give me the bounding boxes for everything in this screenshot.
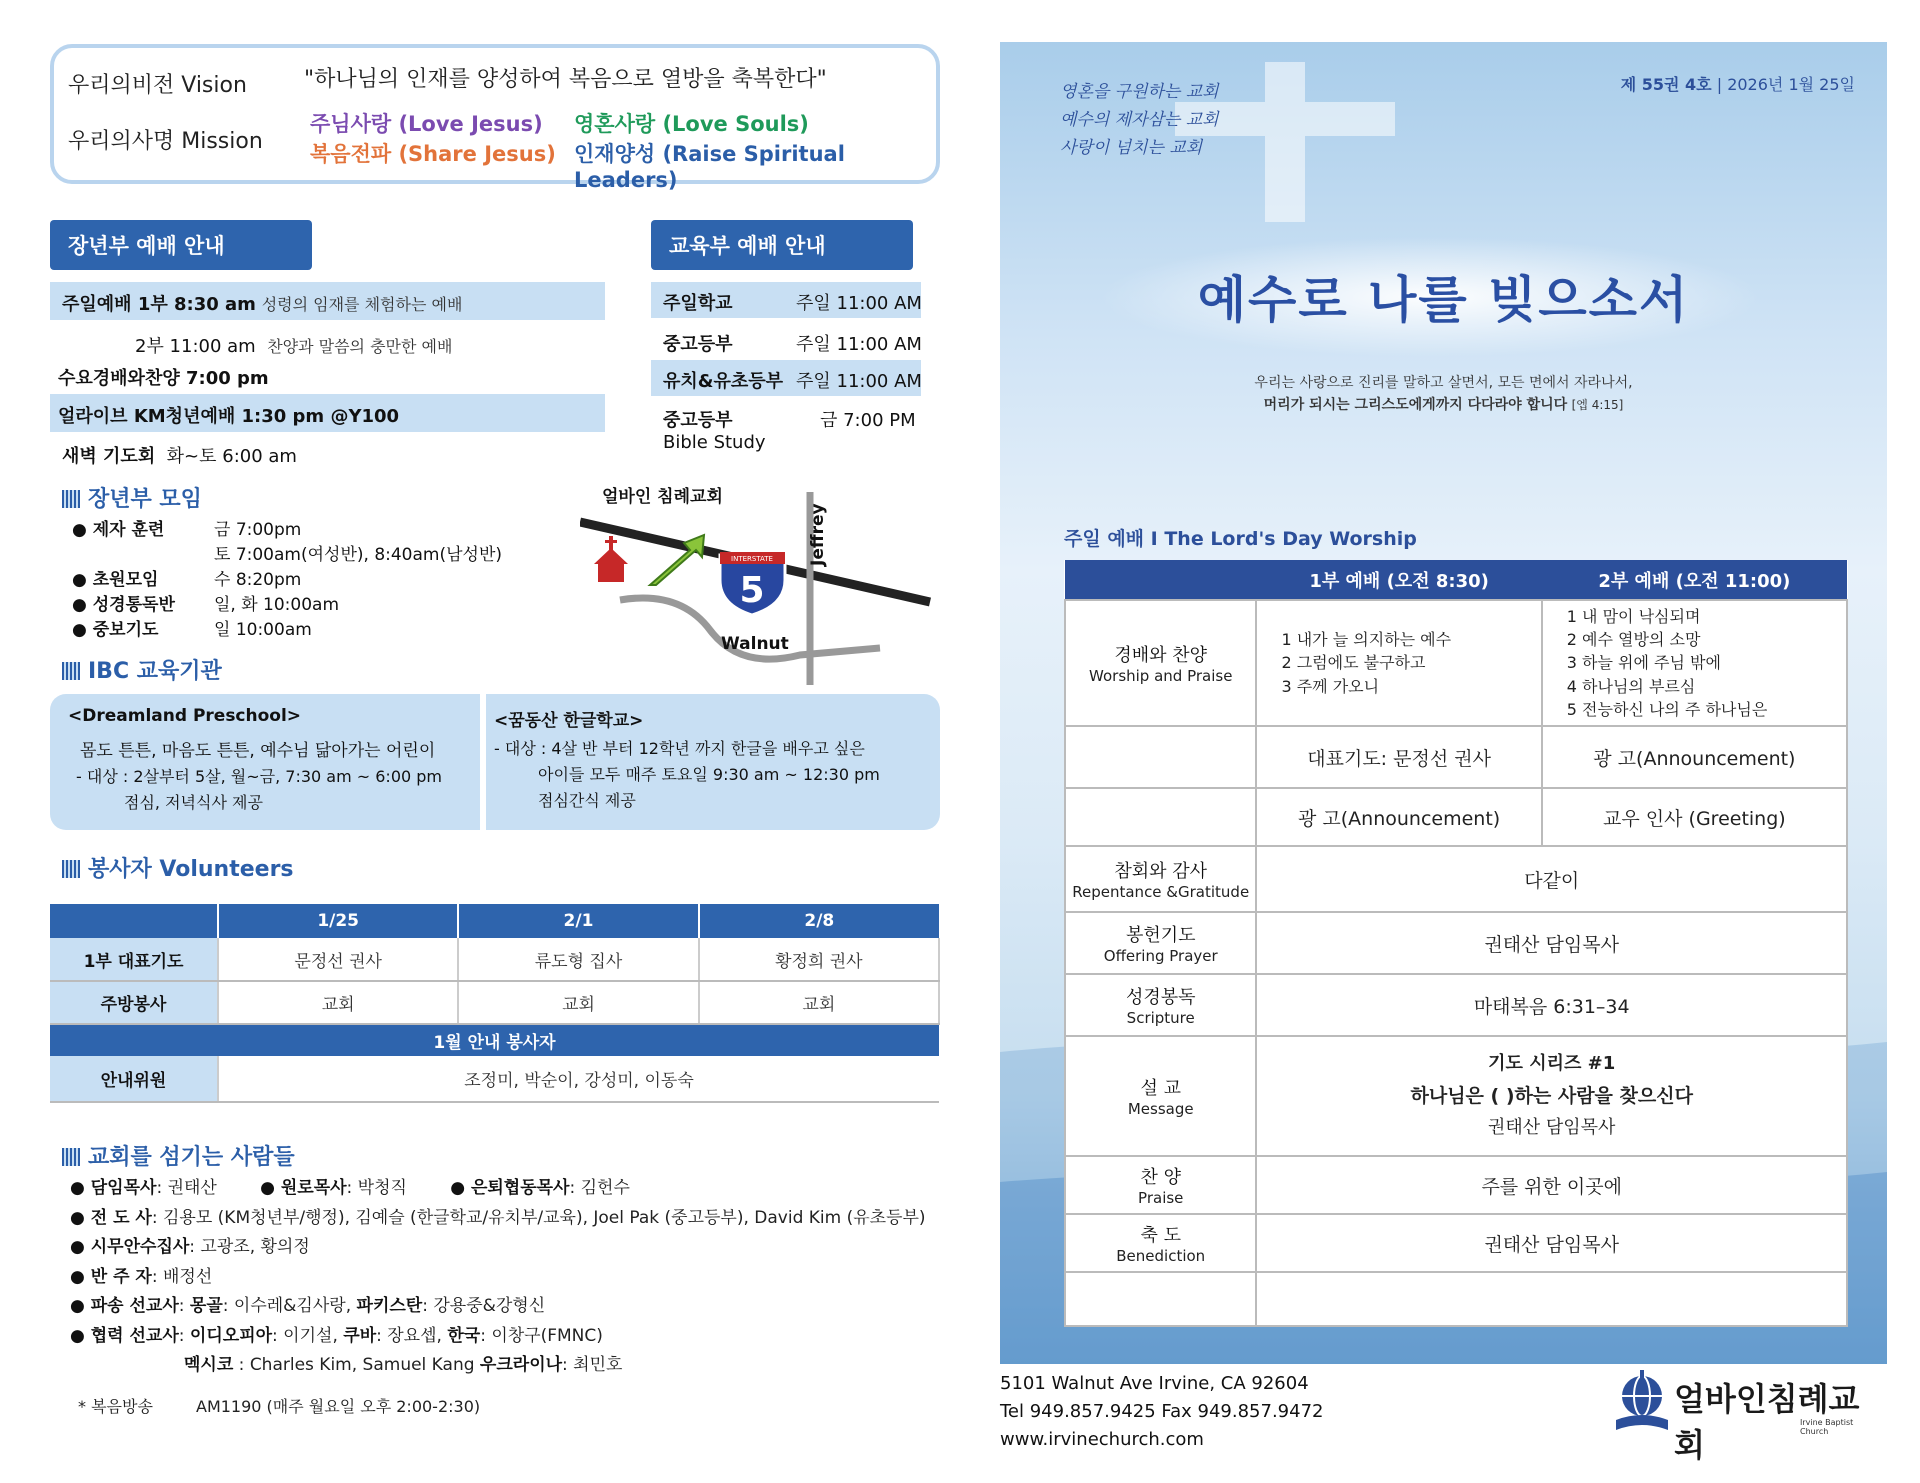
korean-school-title: <꿈동산 한글학교>: [494, 711, 644, 731]
usher-role: 안내위원: [50, 1056, 218, 1102]
label-ko: 참회와 감사: [1114, 861, 1208, 882]
praise-label-en: Worship and Praise: [1089, 667, 1233, 685]
label-ko: 봉헌기도: [1125, 925, 1196, 946]
bible-study-label: Bible Study: [663, 432, 766, 453]
motto-line: 영혼을 구원하는 교회: [1060, 82, 1219, 102]
vol-cell: 교회: [218, 981, 458, 1024]
first-announcement: 광 고(Announcement): [1256, 788, 1541, 846]
staff-region: 우크라이나: [479, 1355, 563, 1375]
staff-line: [70, 1233, 950, 1263]
staff-line: [70, 1204, 950, 1234]
meeting-name: ● 초원모임: [72, 570, 159, 590]
website-link[interactable]: www.irvinechurch.com: [1000, 1429, 1204, 1450]
address: 5101 Walnut Ave Irvine, CA 92604: [1000, 1373, 1309, 1394]
meeting-name: ● 성경통독반: [72, 595, 175, 615]
sermon-cell: [1256, 1036, 1847, 1156]
meeting-time: 수 8:20pm: [214, 570, 302, 590]
staff-region: 파키스탄: [356, 1296, 423, 1316]
staff-role: ● 은퇴협동목사: [450, 1178, 570, 1198]
staff-names: : 최민호: [562, 1355, 623, 1375]
walnut-label: Walnut: [721, 634, 789, 654]
mission-label: 우리의사명 Mission: [68, 129, 263, 154]
worship-order-table: [1064, 560, 1848, 1327]
staff-names: :: [178, 1325, 190, 1346]
order-heading: 주일 예배 I The Lord's Day Worship: [1064, 528, 1417, 550]
vision-label: 우리의비전 Vision: [68, 73, 247, 98]
first-service-songs: [1256, 600, 1541, 726]
motto-line: 예수의 제자삼는 교회: [1060, 110, 1219, 130]
korean-school-line1: - 대상 : 4살 반 부터 12학년 까지 한글을 배우고 싶은: [494, 739, 865, 758]
staff-region: 멕시코: [184, 1355, 234, 1375]
preschool-line1: 몸도 튼튼, 마음도 튼튼, 예수님 닮아가는 어린이: [80, 741, 436, 761]
staff-names: : 이창구(FMNC): [480, 1325, 603, 1346]
church-logo: [1614, 1368, 1884, 1464]
dawn-prayer-time: 화~토 6:00 am: [166, 446, 297, 467]
preschool-title: <Dreamland Preschool>: [68, 706, 302, 726]
ibc-heading: [62, 654, 222, 685]
scripture-value: 마태복음 6:31–34: [1256, 974, 1847, 1036]
song: 2 그럼에도 불구하고: [1281, 653, 1426, 673]
motto: [1060, 78, 1219, 162]
vol-date: 1/25: [218, 904, 458, 938]
mission-raise-leaders: 인재양성 (Raise Spiritual Leaders): [574, 142, 845, 192]
song: 1 내가 늘 의지하는 예수: [1281, 630, 1452, 650]
second-announcement: 광 고(Announcement): [1542, 726, 1847, 788]
label-en: Repentance &Gratitude: [1072, 883, 1250, 901]
korean-school-line2: 아이들 모두 매주 토요일 9:30 am ~ 12:30 pm: [538, 765, 880, 784]
meetings-times: [214, 518, 502, 643]
song: 1 내 맘이 낙심되며: [1566, 607, 1701, 627]
meetings-heading-text: 장년부 모임: [88, 487, 202, 512]
map-church-label: 얼바인 침례교회: [602, 487, 723, 507]
church-map: [580, 480, 940, 700]
sermon-label: [1065, 1036, 1256, 1156]
staff-role: ● 원로목사: [260, 1178, 347, 1198]
staff-names: :: [178, 1296, 190, 1316]
vision-quote: "하나님의 인재를 양성하여 복음으로 열방을 축복한다": [304, 67, 827, 92]
empty-label: [1065, 788, 1256, 846]
preschool-line3: 점심, 저녁식사 제공: [124, 793, 263, 812]
vol-cell: 교회: [458, 981, 698, 1024]
empty-label: [1065, 1272, 1256, 1326]
meeting-name: ● 제자 훈련: [72, 520, 165, 540]
worship-1-title: 주일예배 1부 8:30 am: [62, 294, 256, 315]
worship-2-desc: 찬양과 말씀의 충만한 예배: [267, 337, 453, 356]
song: 3 주께 가오니: [1281, 676, 1380, 696]
label-en: Message: [1127, 1100, 1194, 1118]
preschool-line2: - 대상 : 2살부터 5살, 월~금, 7:30 am ~ 6:00 pm: [76, 767, 443, 786]
first-prayer: 대표기도: 문정선 권사: [1256, 726, 1541, 788]
vision-mission-box: [50, 44, 940, 192]
issue-number: 제 55권 4호: [1620, 75, 1712, 94]
sermon-preacher: 권태산 담임목사: [1488, 1117, 1616, 1138]
offering-value: 권태산 담임목사: [1256, 912, 1847, 974]
wednesday-worship: 수요경배와찬양 7:00 pm: [58, 368, 269, 389]
volunteers-table: [50, 904, 940, 1103]
empty-label: [1065, 726, 1256, 788]
youth-group: 중고등부: [663, 334, 733, 355]
label-ko: 찬 양: [1140, 1167, 1181, 1188]
cover-verse: [1000, 372, 1887, 416]
vol-role: 주방봉사: [50, 981, 218, 1024]
church-contact: [1000, 1370, 1324, 1454]
staff-role: ● 파송 선교사: [70, 1296, 179, 1316]
meeting-name: ● 중보기도: [72, 620, 159, 640]
square-icon: [62, 1148, 80, 1166]
jeffrey-label: Jeffrey: [808, 503, 828, 566]
staff-role: ● 담임목사: [70, 1178, 157, 1198]
staff-names: : 배정선: [151, 1266, 213, 1287]
staff-line: [70, 1263, 950, 1293]
church-icon: [594, 536, 628, 582]
meeting-time: 일, 화 10:00am: [214, 595, 340, 615]
alive-km-worship: 얼라이브 KM청년예배 1:30 pm @Y100: [58, 406, 400, 427]
logo-name: 얼바인침례교회: [1674, 1380, 1860, 1464]
staff-names: : 김용모 (KM청년부/행정), 김예슬 (한글학교/유치부/교육), Joel Pak (중고등부), David Kim (유초등부): [151, 1207, 926, 1228]
shield-number: 5: [739, 570, 765, 611]
sermon-title: 하나님은 ( )하는 사람을 찾으신다: [1410, 1085, 1693, 1107]
vol-date: 2/1: [458, 904, 698, 938]
meetings-heading: [62, 482, 202, 513]
staff-line: [70, 1351, 950, 1381]
staff-line: [70, 1322, 950, 1352]
kids-group-time: 주일 11:00 AM: [796, 371, 922, 392]
issue-info: 제 55권 4호 | 2026년 1월 25일: [1620, 75, 1855, 94]
label-ko: 설 교: [1140, 1078, 1181, 1099]
praise-song-value: 주를 위한 이곳에: [1256, 1156, 1847, 1214]
sermon-series: 기도 시리즈 #1: [1488, 1053, 1616, 1074]
staff-role: ● 반 주 자: [70, 1266, 152, 1287]
label-en: Scripture: [1126, 1009, 1195, 1027]
song: 5 전능하신 나의 주 하나님은: [1566, 699, 1768, 719]
staff-role: ● 전 도 사: [70, 1207, 152, 1228]
logo-subtitle: Irvine Baptist Church: [1800, 1418, 1854, 1436]
staff-names: : 권태산: [156, 1178, 217, 1198]
vol-cell: 문정선 권사: [218, 938, 458, 981]
edu-worship-heading: 교육부 예배 안내: [651, 220, 913, 270]
adult-worship-heading: 장년부 예배 안내: [50, 220, 312, 270]
meeting-name: [72, 543, 175, 568]
youth-bible-study: 중고등부: [663, 410, 733, 431]
staff-region: 쿠바: [343, 1325, 377, 1346]
meeting-time: 토 7:00am(여성반), 8:40am(남성반): [214, 545, 503, 565]
volunteers-heading: [62, 852, 294, 883]
praise-label-ko: 경배와 찬양: [1114, 645, 1208, 666]
vol-cell: 황정희 권사: [699, 938, 939, 981]
song: 3 하늘 위에 주님 밖에: [1566, 653, 1721, 673]
sunday-school-time: 주일 11:00 AM: [796, 293, 922, 314]
label-en: Offering Prayer: [1103, 947, 1218, 965]
label-ko: 축 도: [1140, 1225, 1181, 1246]
benediction-label: [1065, 1214, 1256, 1272]
staff-heading-text: 교회를 섬기는 사람들: [88, 1145, 295, 1170]
meeting-time: 일 10:00am: [214, 620, 312, 640]
vol-cell: 류도형 집사: [458, 938, 698, 981]
first-service-header: 1부 예배 (오전 8:30): [1256, 560, 1541, 600]
meeting-time: 금 7:00pm: [214, 520, 302, 540]
repentance-value: 다같이: [1256, 846, 1847, 912]
staff-names: : 이기설,: [272, 1325, 344, 1346]
bible-study-time: 금 7:00 PM: [820, 410, 916, 431]
cover-page: [1000, 42, 1887, 1364]
motto-line: 사랑이 넘치는 교회: [1060, 138, 1203, 158]
verse-ref: [엡 4:15]: [1571, 398, 1624, 412]
staff-names: : 장요셉,: [376, 1325, 448, 1346]
mission-love-souls: 영혼사랑 (Love Souls): [574, 112, 809, 136]
staff-names: : Charles Kim, Samuel Kang: [233, 1355, 480, 1375]
broadcast-label: * 복음방송: [78, 1397, 153, 1416]
vol-cell: 교회: [699, 981, 939, 1024]
staff-names: : 이수레&김사랑,: [222, 1296, 357, 1316]
staff-names: : 김헌수: [569, 1178, 630, 1198]
square-icon: [62, 662, 80, 680]
staff-role: ● 시무안수집사: [70, 1237, 190, 1257]
song: 2 예수 열방의 소망: [1566, 630, 1701, 650]
ibc-divider: [480, 694, 486, 830]
worship-2-title: 2부 11:00 am: [135, 336, 256, 357]
benediction-value: 권태산 담임목사: [1256, 1214, 1847, 1272]
kids-group: 유치&유초등부: [663, 371, 784, 392]
praise-song-label: [1065, 1156, 1256, 1214]
staff-names: : 강용중&강형신: [422, 1296, 546, 1316]
staff-role: ● 협력 선교사: [70, 1325, 179, 1346]
volunteers-heading-text: 봉사자 Volunteers: [88, 857, 294, 882]
staff-list: [70, 1174, 950, 1381]
vol-role: 1부 대표기도: [50, 938, 218, 981]
square-icon: [62, 860, 80, 878]
korean-school-line3: 점심간식 제공: [538, 791, 636, 810]
verse-line-1: 우리는 사랑으로 진리를 말하고 살면서, 모든 면에서 자라나서,: [1254, 375, 1633, 391]
ushers: 조정미, 박순이, 강성미, 이동숙: [218, 1056, 939, 1102]
repentance-label: [1065, 846, 1256, 912]
shield-top-label: INTERSTATE: [731, 555, 773, 563]
staff-region: 몽골: [189, 1296, 223, 1316]
praise-label: [1065, 600, 1256, 726]
vol-month-label: 1월 안내 봉사자: [50, 1024, 939, 1056]
staff-names: : 박청직: [346, 1178, 407, 1198]
meetings-names: [72, 518, 175, 643]
issue-date: 2026년 1월 25일: [1727, 75, 1855, 94]
mission-love-jesus: 주님사랑 (Love Jesus): [310, 112, 543, 136]
scripture-label: [1065, 974, 1256, 1036]
staff-region: 이디오피아: [189, 1325, 273, 1346]
ibc-heading-text: IBC 교육기관: [88, 659, 222, 684]
verse-line-2: 머리가 되시는 그리스도에게까지 다다라야 합니다: [1263, 397, 1568, 413]
ibc-box: [50, 694, 940, 830]
vol-corner: [50, 904, 218, 938]
label-ko: 성경봉독: [1125, 987, 1196, 1008]
staff-region: 한국: [447, 1325, 481, 1346]
second-service-header: 2부 예배 (오전 11:00): [1542, 560, 1847, 600]
mission-share-jesus: 복음전파 (Share Jesus): [310, 142, 556, 166]
song: 4 하나님의 부르심: [1566, 676, 1696, 696]
staff-heading: [62, 1140, 295, 1171]
broadcast-info: AM1190 (매주 월요일 오후 2:00-2:30): [196, 1397, 481, 1416]
label-en: Praise: [1138, 1189, 1184, 1207]
second-greeting: 교우 인사 (Greeting): [1542, 788, 1847, 846]
worship-1-desc: 성령의 임재를 체험하는 예배: [261, 295, 463, 314]
staff-names: : 고광조, 황의정: [189, 1237, 310, 1257]
phone-fax: Tel 949.857.9425 Fax 949.857.9472: [1000, 1401, 1324, 1422]
square-icon: [62, 490, 80, 508]
staff-line: [70, 1292, 950, 1322]
youth-group-time: 주일 11:00 AM: [796, 334, 922, 355]
empty-cell: [1256, 1272, 1847, 1326]
label-en: Benediction: [1116, 1247, 1206, 1265]
order-corner: [1065, 560, 1256, 600]
offering-label: [1065, 912, 1256, 974]
staff-line: [70, 1174, 950, 1204]
second-service-songs: [1542, 600, 1847, 726]
globe-book-icon: [1614, 1368, 1670, 1438]
dawn-prayer-title: 새벽 기도회: [62, 446, 156, 467]
cover-title: 예수로 나를 빚으소서: [1197, 271, 1690, 329]
sunday-school: 주일학교: [663, 293, 733, 314]
vol-date: 2/8: [699, 904, 939, 938]
